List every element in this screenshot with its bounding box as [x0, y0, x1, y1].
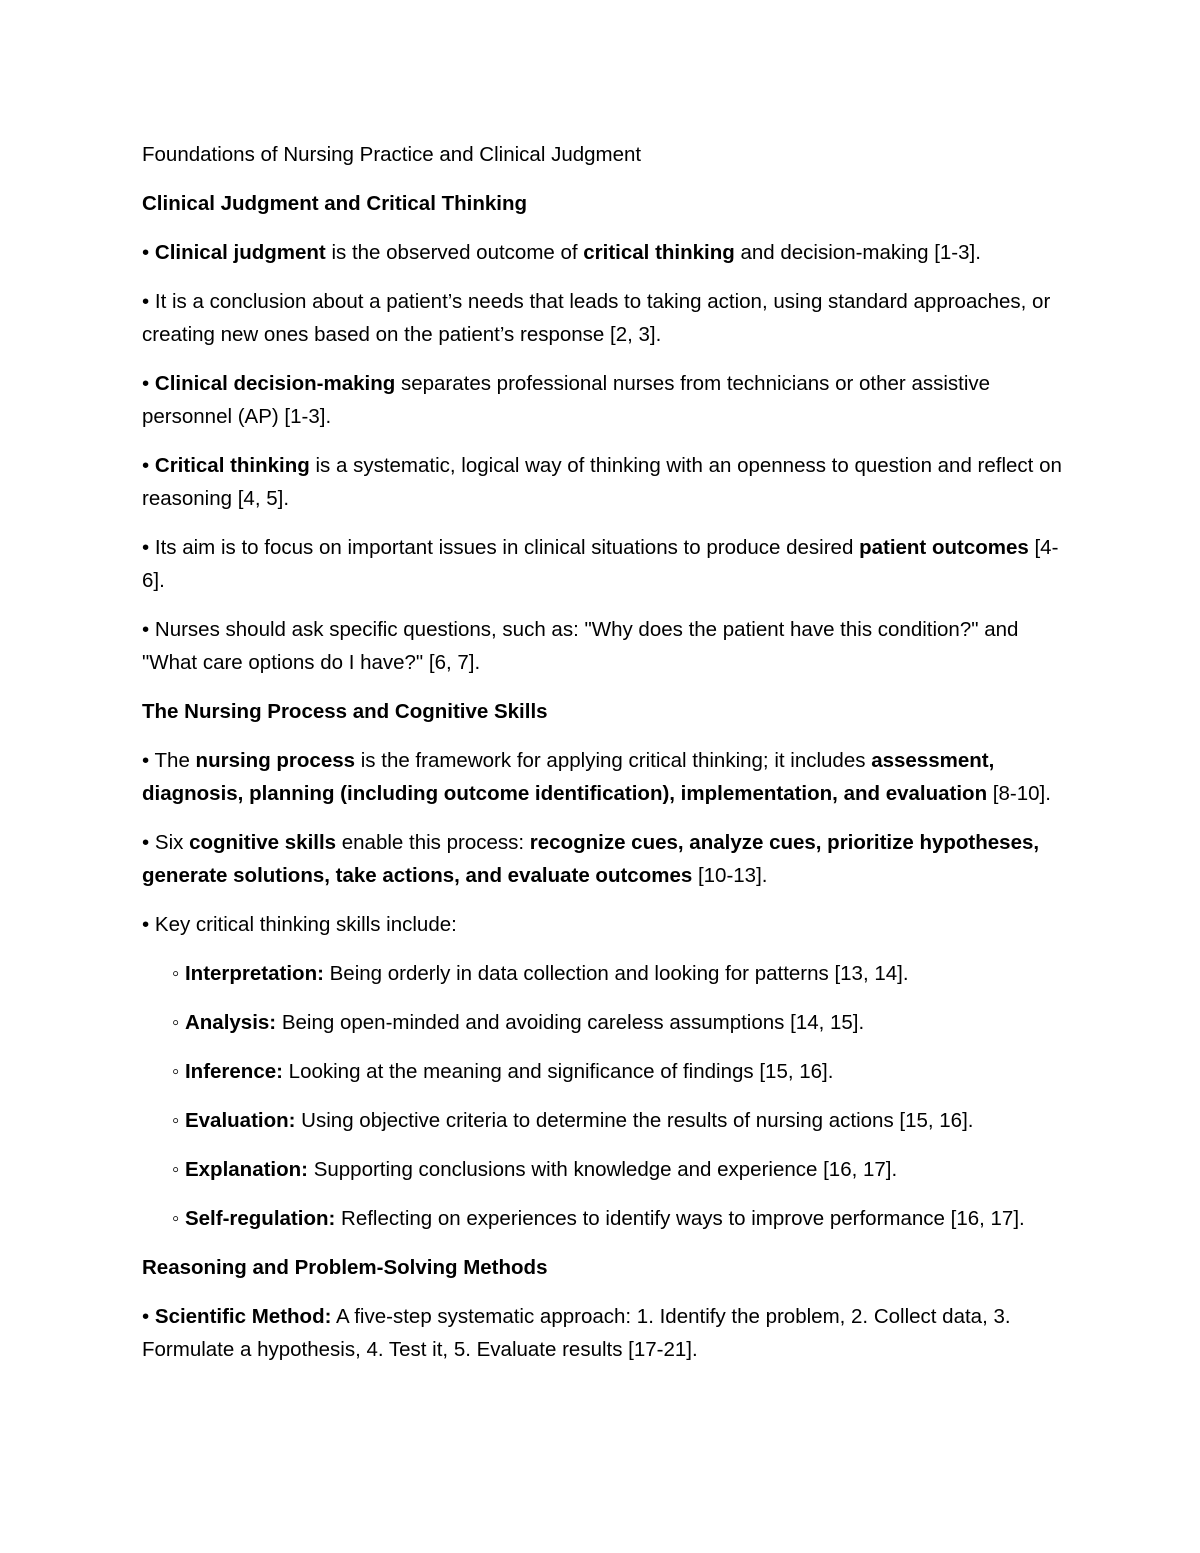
section-heading: Reasoning and Problem-Solving Methods [142, 1256, 548, 1279]
body-text: is the observed outcome of [325, 241, 584, 264]
sub-bullet-item [172, 1104, 1072, 1137]
bullet-marker: • [142, 913, 150, 936]
sub-bullet-item [172, 1202, 1072, 1235]
body-text: [10-13]. [692, 864, 768, 887]
bullet-marker: • [142, 618, 150, 641]
body-text: [8-10]. [987, 782, 1051, 805]
section-heading: The Nursing Process and Cognitive Skills [142, 700, 548, 723]
document-page [142, 138, 1072, 1382]
body-text: and decision-making [1-3]. [734, 241, 981, 264]
body-text: Supporting conclusions with knowledge and experience [16, 17]. [308, 1158, 898, 1181]
sub-bullet-marker: ◦ [172, 1158, 180, 1181]
bold-term: Scientific Method: [154, 1305, 332, 1328]
sub-bullet-item [172, 1055, 1072, 1088]
bold-term: Inference: [184, 1060, 283, 1083]
bold-term: Interpretation: [184, 962, 324, 985]
section-heading: Clinical Judgment and Critical Thinking [142, 192, 527, 215]
bold-term: recognize cues, analyze cues, prioritize hypotheses, generate solutions, take actions, and evaluate outcomes [142, 831, 1040, 887]
bullet-item [142, 285, 1072, 351]
body-text: Using objective criteria to determine the results of nursing actions [15, 16]. [295, 1109, 974, 1132]
bullet-marker: • [142, 536, 150, 559]
sub-bullet-marker: ◦ [172, 1011, 180, 1034]
bullet-marker: • [142, 749, 150, 772]
bullet-marker: • [142, 454, 150, 477]
body-text: Nurses should ask specific questions, such as: "Why does the patient have this condition?" and "What care options do I have?" [6, 7]. [142, 618, 1019, 674]
bold-term: Critical thinking [154, 454, 310, 477]
bold-term: patient outcomes [859, 536, 1029, 559]
body-text: Being orderly in data collection and looking for patterns [13, 14]. [323, 962, 909, 985]
body-text: Looking at the meaning and significance of findings [15, 16]. [282, 1060, 834, 1083]
bullet-marker: • [142, 290, 150, 313]
bold-term: Self-regulation: [184, 1207, 336, 1230]
bold-term: Clinical judgment [154, 241, 326, 264]
body-text: Its aim is to focus on important issues in clinical situations to produce desired [154, 536, 860, 559]
bullet-item [142, 449, 1072, 515]
bullet-marker: • [142, 831, 150, 854]
document-body [142, 187, 1072, 1366]
bullet-marker: • [142, 1305, 150, 1328]
document-title: Foundations of Nursing Practice and Clinical Judgment [142, 143, 642, 166]
body-text: The [154, 749, 196, 772]
bold-term: cognitive skills [189, 831, 337, 854]
bullet-item [142, 531, 1072, 597]
bold-term: nursing process [195, 749, 356, 772]
sub-bullet-item [172, 957, 1072, 990]
bold-term: Evaluation: [184, 1109, 296, 1132]
body-text: Key critical thinking skills include: [154, 913, 457, 936]
bullet-marker: • [142, 241, 150, 264]
body-text: is the framework for applying critical thinking; it includes [355, 749, 872, 772]
bullet-item [142, 826, 1072, 892]
sub-bullet-item [172, 1153, 1072, 1186]
body-text: A five-step systematic approach: 1. Identify the problem, 2. Collect data, 3. Formulate a hypothesis, 4. Test it, 5. Evaluate results [17-21]. [142, 1305, 1011, 1361]
bullet-item [142, 613, 1072, 679]
body-text: Being open-minded and avoiding careless assumptions [14, 15]. [276, 1011, 865, 1034]
body-text: [4-6]. [142, 536, 1059, 592]
bold-term: assessment, diagnosis, planning (including outcome identification), implementation, and evaluation [142, 749, 995, 805]
body-text: Reflecting on experiences to identify ways to improve performance [16, 17]. [335, 1207, 1025, 1230]
bullet-item [142, 744, 1072, 810]
body-text: Six [154, 831, 190, 854]
bullet-marker: • [142, 372, 150, 395]
bold-term: critical thinking [583, 241, 735, 264]
body-text: It is a conclusion about a patient’s needs that leads to taking action, using standard approaches, or creating new ones based on the patient’s response [2, 3]. [142, 290, 1051, 346]
bullet-item [142, 236, 1072, 269]
bold-term: Analysis: [184, 1011, 277, 1034]
sub-bullet-marker: ◦ [172, 962, 180, 985]
bullet-item [142, 908, 1072, 941]
sub-bullet-marker: ◦ [172, 1109, 180, 1132]
bold-term: Explanation: [184, 1158, 308, 1181]
sub-bullet-item [172, 1006, 1072, 1039]
sub-bullet-marker: ◦ [172, 1060, 180, 1083]
bullet-item [142, 1300, 1072, 1366]
body-text: separates professional nurses from technicians or other assistive personnel (AP) [1-3]. [142, 372, 991, 428]
body-text: enable this process: [336, 831, 530, 854]
body-text: is a systematic, logical way of thinking with an openness to question and reflect on reasoning [4, 5]. [142, 454, 1062, 510]
sub-bullet-marker: ◦ [172, 1207, 180, 1230]
bullet-item [142, 367, 1072, 433]
bold-term: Clinical decision-making [154, 372, 396, 395]
